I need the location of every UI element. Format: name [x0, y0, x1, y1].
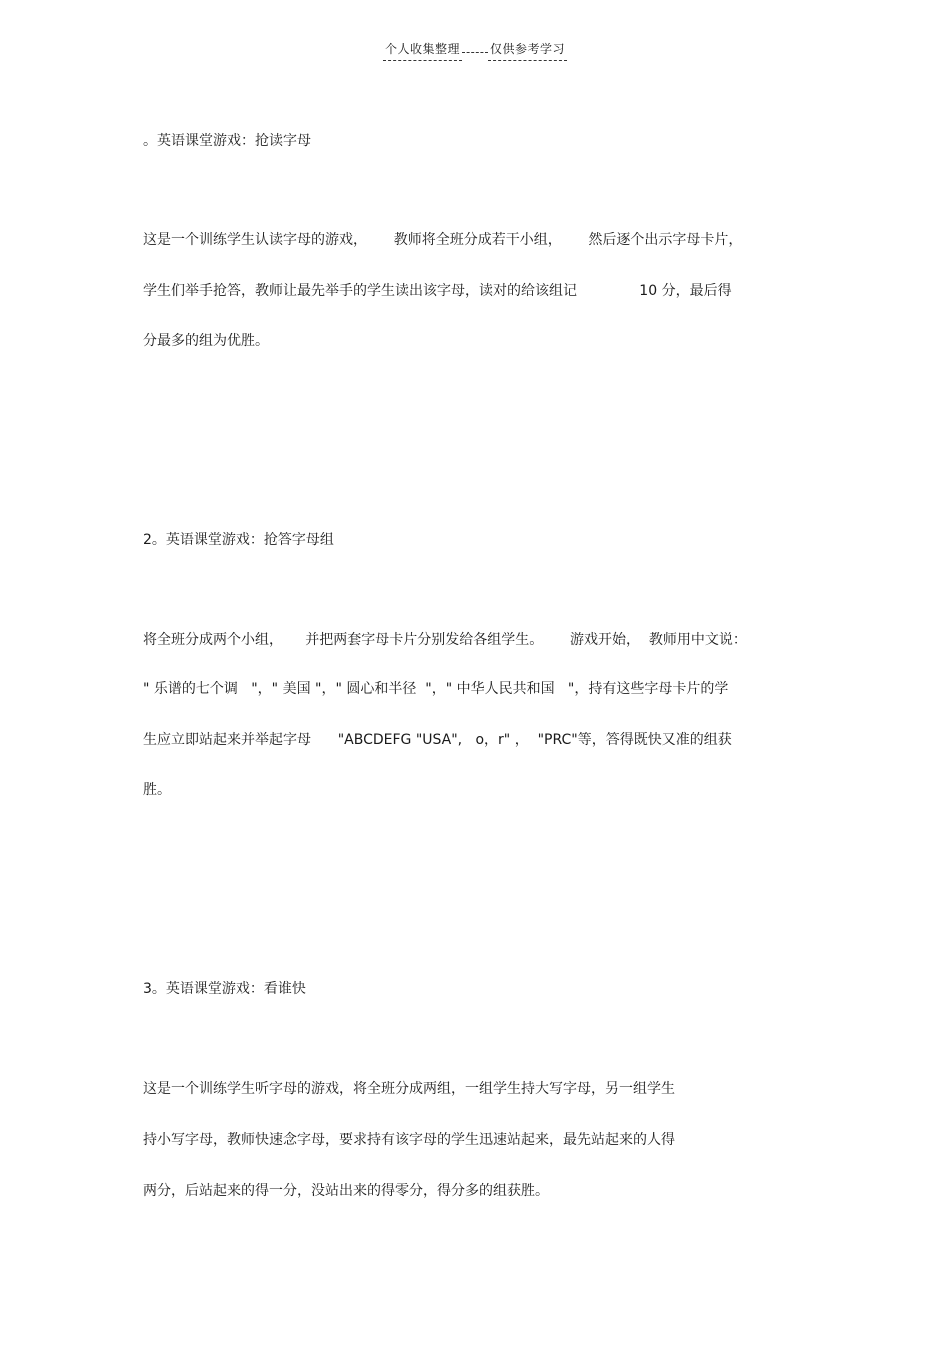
paragraph-line: 分最多的组为优胜。 — [143, 333, 269, 349]
section-title: 2。英语课堂游戏：抢答字母组 — [143, 532, 334, 548]
header-right-text: 仅供参考学习 — [488, 40, 567, 61]
page-header — [0, 40, 950, 61]
paragraph-line: 学生们举手抢答，教师让最先举手的学生读出该字母，读对的给该组记 10 分，最后得 — [143, 283, 732, 299]
paragraph-line: 这是一个训练学生听字母的游戏，将全班分成两组，一组学生持大写字母，另一组学生 — [143, 1081, 675, 1097]
header-left-text: 个人收集整理 — [383, 40, 462, 61]
section-title: 3。英语课堂游戏：看谁快 — [143, 981, 306, 997]
paragraph-line: 两分，后站起来的得一分，没站出来的得零分，得分多的组获胜。 — [143, 1183, 549, 1199]
paragraph-line: " 乐谱的七个调 "，" 美国 "，" 圆心和半径 "，" 中华人民共和国 "，持有这些字母卡片的学 — [143, 681, 729, 697]
paragraph-line: 这是一个训练学生认读字母的游戏， 教师将全班分成若干小组， 然后逐个出示字母卡片， — [143, 232, 743, 248]
paragraph-line: 将全班分成两个小组， 并把两套字母卡片分别发给各组学生。 游戏开始， 教师用中文说： — [143, 632, 747, 648]
paragraph-line: 胜。 — [143, 782, 171, 798]
section-title: 。英语课堂游戏：抢读字母 — [143, 133, 311, 149]
paragraph-line: 持小写字母，教师快速念字母，要求持有该字母的学生迅速站起来，最先站起来的人得 — [143, 1132, 675, 1148]
paragraph-line: 生应立即站起来并举起字母 "ABCDEFG "USA", o，r" ， "PRC"等，答得既快又准的组获 — [143, 732, 732, 748]
header-divider — [462, 49, 488, 53]
